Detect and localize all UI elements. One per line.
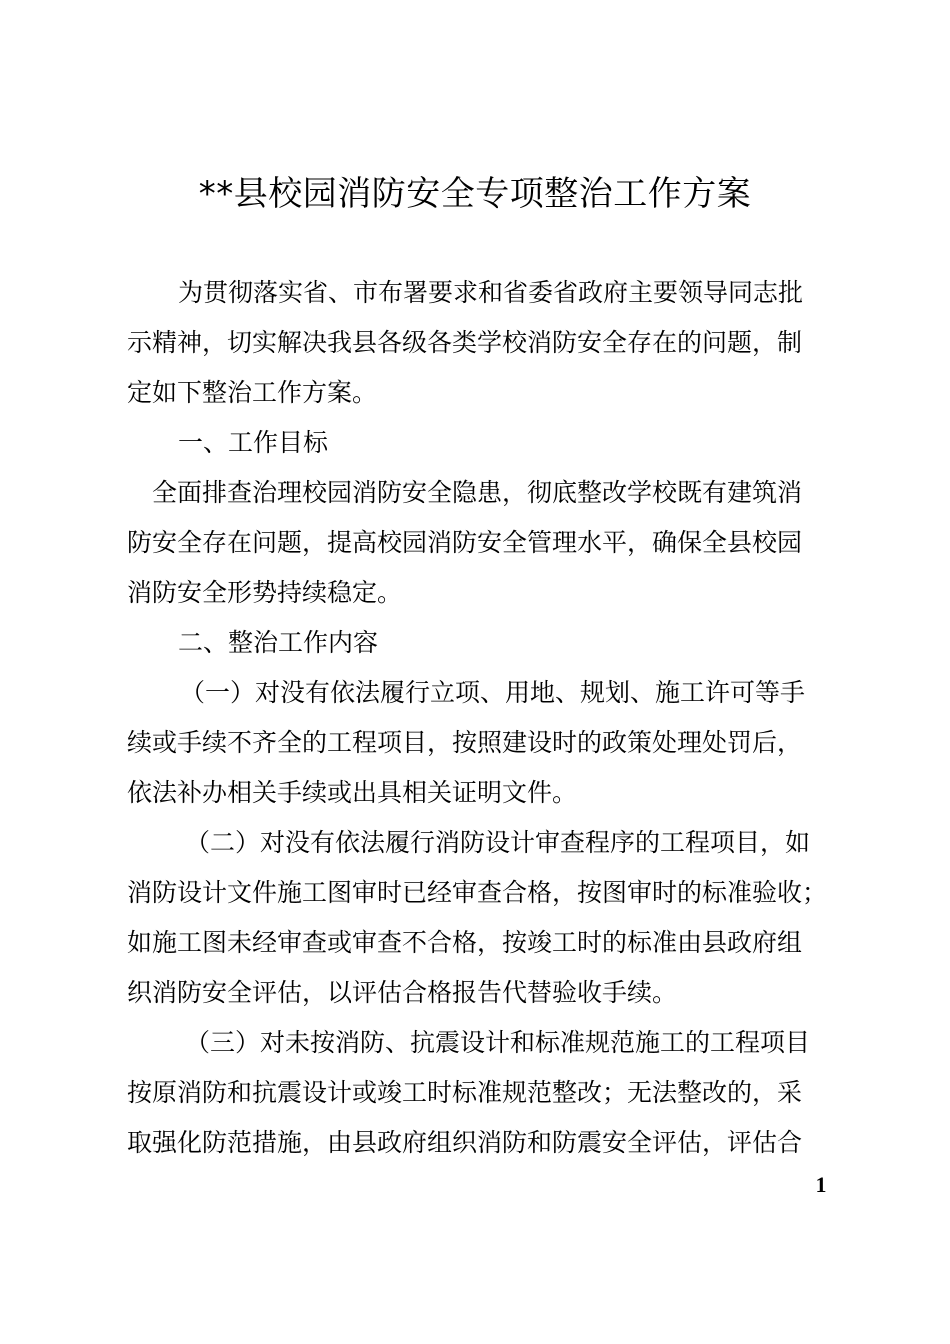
paragraph-line: （三）对未按消防、抗震设计和标准规范施工的工程项目 — [185, 1028, 811, 1057]
paragraph-line: 消防设计文件施工图审时已经审查合格，按图审时的标准验收； — [127, 878, 828, 907]
section-heading: 一、工作目标 — [178, 428, 329, 457]
section-heading: 二、整治工作内容 — [178, 628, 379, 657]
paragraph-line: 按原消防和抗震设计或竣工时标准规范整改；无法整改的，采 — [127, 1078, 803, 1107]
paragraph-line: 续或手续不齐全的工程项目，按照建设时的政策处理处罚后， — [127, 728, 803, 757]
page-number: 1 — [815, 1172, 827, 1197]
paragraph-line: 依法补办相关手续或出具相关证明文件。 — [127, 778, 578, 807]
paragraph-line: 取强化防范措施，由县政府组织消防和防震安全评估，评估合 — [127, 1128, 803, 1157]
paragraph-line: 为贯彻落实省、市布署要求和省委省政府主要领导同志批 — [178, 278, 804, 307]
paragraph-line: 示精神，切实解决我县各级各类学校消防安全存在的问题，制 — [127, 328, 803, 357]
paragraph-line: 织消防安全评估，以评估合格报告代替验收手续。 — [127, 978, 678, 1007]
paragraph-line: 定如下整治工作方案。 — [127, 378, 378, 407]
paragraph-line: 防安全存在问题，提高校园消防安全管理水平，确保全县校园 — [127, 528, 803, 557]
paragraph-line: 全面排查治理校园消防安全隐患，彻底整改学校既有建筑消 — [152, 478, 803, 507]
paragraph-line: 如施工图未经审查或审查不合格，按竣工时的标准由县政府组 — [127, 928, 803, 957]
document-title: **县校园消防安全专项整治工作方案 — [198, 174, 752, 214]
paragraph-line: 消防安全形势持续稳定。 — [127, 578, 403, 607]
paragraph-line: （二）对没有依法履行消防设计审查程序的工程项目，如 — [185, 828, 811, 857]
paragraph-line: （一）对没有依法履行立项、用地、规划、施工许可等手 — [180, 678, 806, 707]
